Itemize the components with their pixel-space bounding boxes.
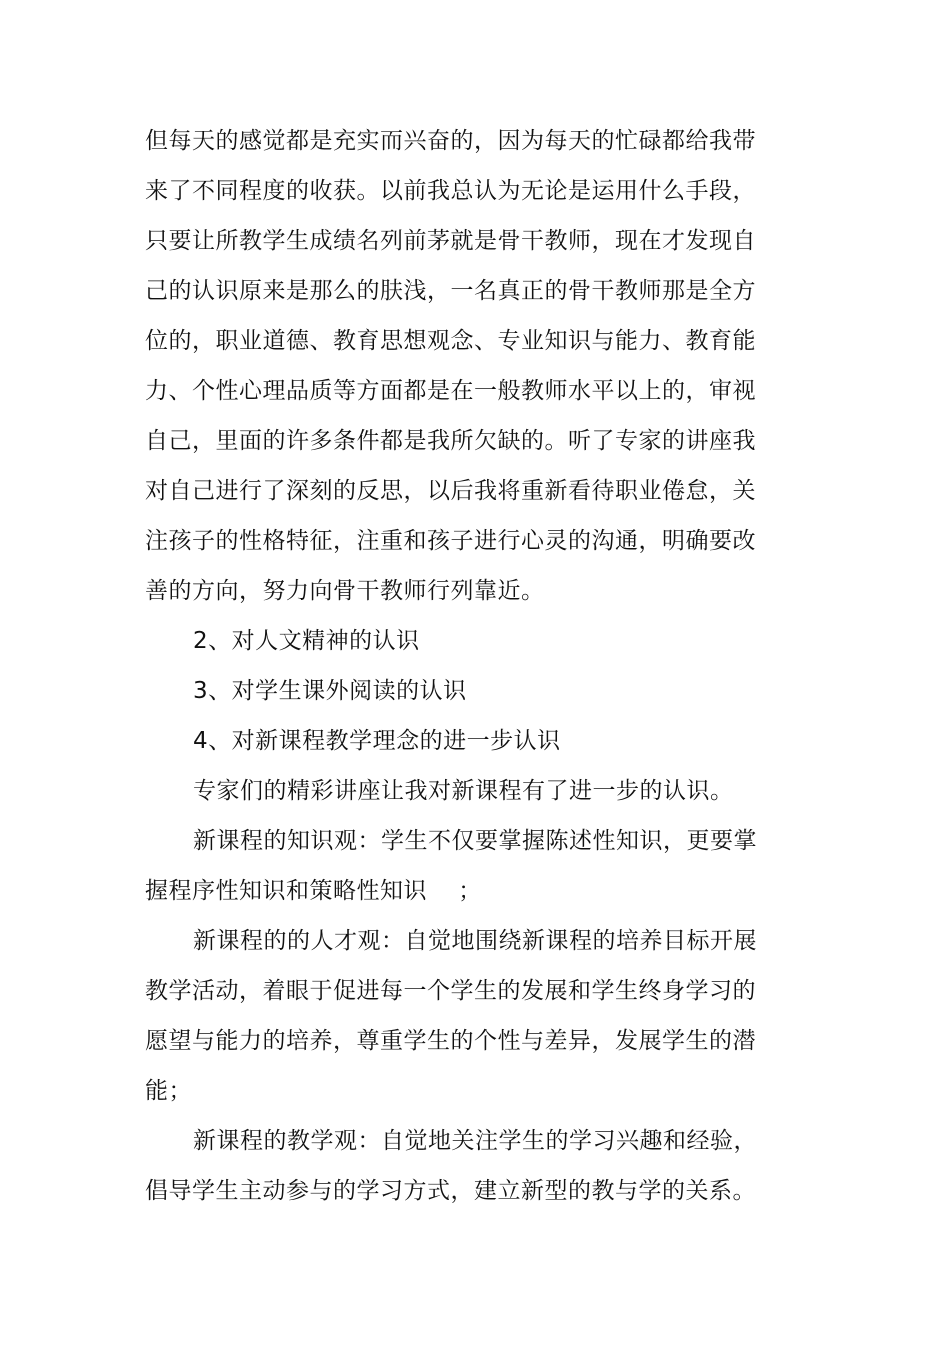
text-line: 新课程的教学观：自觉地关注学生的学习兴趣和经验，: [193, 1128, 757, 1154]
text-line: 倡导学生主动参与的学习方式，建立新型的教与学的关系。: [145, 1178, 756, 1204]
text-line: 握程序性知识和策略性知识 ；: [145, 878, 482, 904]
text-line: 专家们的精彩讲座让我对新课程有了进一步的认识。: [193, 778, 734, 804]
text-line: 只要让所教学生成绩名列前茅就是骨干教师，现在才发现自: [145, 228, 756, 254]
text-line: 位的，职业道德、教育思想观念、专业知识与能力、教育能: [145, 328, 756, 354]
text-line: 来了不同程度的收获。以前我总认为无论是运用什么手段，: [145, 178, 756, 204]
text-line: 己的认识原来是那么的肤浅，一名真正的骨干教师那是全方: [145, 278, 756, 304]
text-line: 力、个性心理品质等方面都是在一般教师水平以上的，审视: [145, 378, 756, 404]
text-line: 能；: [145, 1078, 192, 1104]
section-heading: 2、对人文精神的认识: [193, 628, 420, 654]
text-line: 注孩子的性格特征，注重和孩子进行心灵的沟通，明确要改: [145, 528, 756, 554]
text-line: 自己，里面的许多条件都是我所欠缺的。听了专家的讲座我: [145, 428, 756, 454]
section-heading: 4、对新课程教学理念的进一步认识: [193, 728, 561, 754]
text-line: 对自己进行了深刻的反思，以后我将重新看待职业倦怠，关: [145, 478, 756, 504]
text-line: 新课程的的人才观：自觉地围绕新课程的培养目标开展: [193, 928, 757, 954]
text-line: 但每天的感觉都是充实而兴奋的，因为每天的忙碌都给我带: [145, 128, 756, 154]
text-line: 善的方向，努力向骨干教师行列靠近。: [145, 578, 545, 604]
text-line: 新课程的知识观：学生不仅要掌握陈述性知识，更要掌: [193, 828, 757, 854]
text-line: 愿望与能力的培养，尊重学生的个性与差异，发展学生的潜: [145, 1028, 756, 1054]
text-line: 教学活动，着眼于促进每一个学生的发展和学生终身学习的: [145, 978, 756, 1004]
section-heading: 3、对学生课外阅读的认识: [193, 678, 467, 704]
